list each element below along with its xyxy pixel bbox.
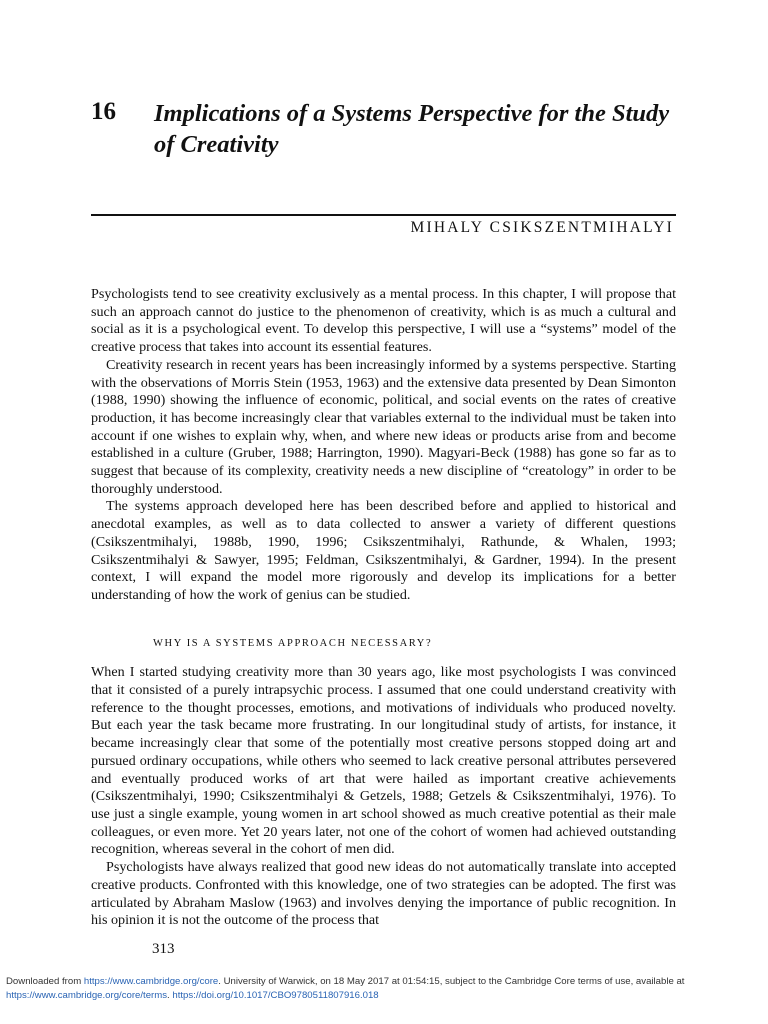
cambridge-core-link[interactable]: https://www.cambridge.org/core xyxy=(83,976,219,987)
body-text xyxy=(91,286,676,930)
download-footer xyxy=(6,975,762,1002)
title-rule xyxy=(91,214,676,216)
footer-prefix: Downloaded from xyxy=(6,976,84,987)
terms-link[interactable]: https://www.cambridge.org/core/terms xyxy=(6,989,168,1001)
section-heading: WHY IS A SYSTEMS APPROACH NECESSARY? xyxy=(153,637,433,649)
paragraph: Creativity research in recent years has been increasingly informed by a systems perspective. Starting with the observations of Morris Stein (1953, 1963) and the extensive data presented by Dean Simonton (1988, 1990) showing the influence of economic, political, and social events on the rates of creative production, it has become increasingly clear that variables external to the individual must be taken into account if one wishes to explain why, when, and where new ideas or products arise from and become established in a culture (Gruber, 1988; Harrington, 1990). Magyari-Beck (1988) has gone so far as to suggest that because of its complexity, creativity needs a new discipline of “creatology” in order to be thoroughly understood. xyxy=(91,356,676,497)
chapter-title: Implications of a Systems Perspective for the Study of Creativity xyxy=(154,100,670,158)
author-name: MIHALY CSIKSZENTMIHALYI xyxy=(410,219,674,236)
chapter-number: 16 xyxy=(91,98,116,125)
paragraph: Psychologists tend to see creativity exclusively as a mental process. In this chapter, I will propose that such an approach cannot do justice to the phenomenon of creativity, which is as much a cultural and social as it is a psychological event. To develop this perspective, I will use a “systems” model of the creative process that takes into account its essential features. xyxy=(91,286,676,356)
paragraph: When I started studying creativity more than 30 years ago, like most psychologists I was convinced that it consisted of a purely intrapsychic process. I assumed that one could understand creativity with reference to the thought processes, emotions, and motivations of individuals who produced novelty. But each year the task became more frustrating. In our longitudinal study of artists, for instance, it became increasingly clear that some of the potentially most creative persons stopped doing art and pursued ordinary occupations, while others who seemed to lack creative personal attributes persevered and eventually produced works of art that were hailed as important creative achievements (Csikszentmihalyi, 1990; Csikszentmihalyi & Getzels, 1988; Getzels & Csikszentmihalyi, 1976). To use just a single example, young women in art school showed as much creative potential as their male colleagues, or even more. Yet 20 years later, not one of the cohort of women had achieved outstanding recognition, whereas several in the cohort of men did. xyxy=(91,664,676,858)
page-number: 313 xyxy=(152,941,175,957)
footer-separator: . xyxy=(167,989,173,1001)
paragraph: The systems approach developed here has been described before and applied to historical and anecdotal examples, as well as to data collected to answer a variety of different questions (Csikszentmihalyi, 1988b, 1990, 1996; Csikszentmihalyi, Rathunde, & Whalen, 1993; Csikszentmihalyi & Sawyer, 1995; Feldman, Csikszentmihalyi, & Gardner, 1994). In the present context, I will expand the model more rigorously and develop its implications for a better understanding of how the work of genius can be studied. xyxy=(91,498,676,603)
paragraph: Psychologists have always realized that good new ideas do not automatically translate into accepted creative products. Confronted with this knowledge, one of two strategies can be adopted. The first was articulated by Abraham Maslow (1963) and involves denying the importance of public recognition. In his opinion it is not the outcome of the process that xyxy=(91,859,676,929)
doi-link[interactable]: https://doi.org/10.1017/CBO9780511807916.018 xyxy=(172,989,379,1001)
footer-middle: . University of Warwick, on 18 May 2017 at 01:54:15, subject to the Cambridge Core terms of use, available at xyxy=(218,976,685,987)
